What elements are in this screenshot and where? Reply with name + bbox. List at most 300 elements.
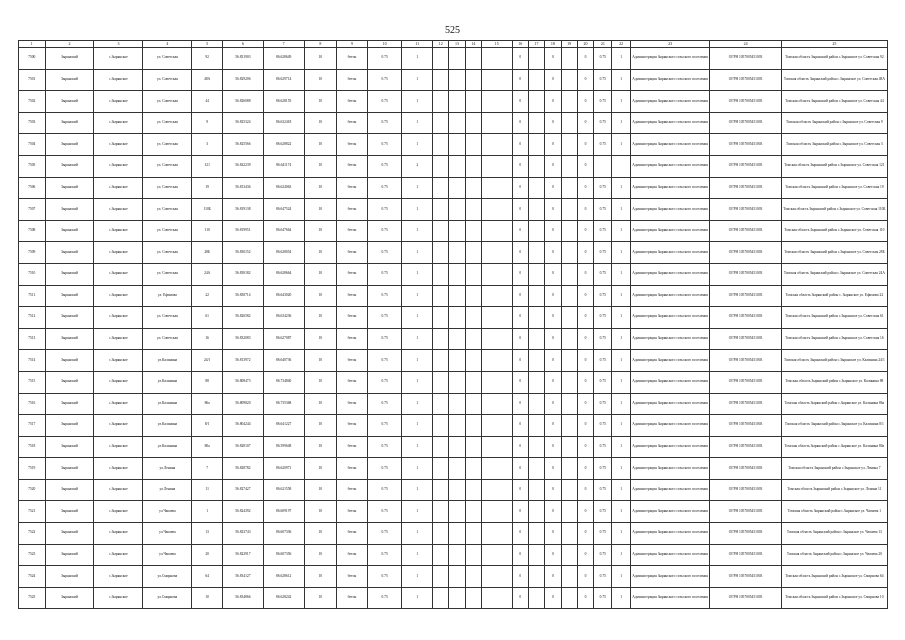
table-cell: 0.75	[594, 587, 612, 609]
table-cell: 10	[304, 479, 337, 501]
table-cell: Администрация Зырянского сельского поселения	[630, 69, 710, 91]
table-row	[19, 112, 888, 134]
table-cell: 0.75	[594, 415, 612, 437]
table-cell: 1	[612, 587, 630, 609]
table-cell: 0	[577, 479, 593, 501]
table-cell: 0.75	[594, 501, 612, 523]
table-cell	[433, 566, 449, 588]
table-cell: 0	[512, 134, 528, 156]
table-cell: бетон	[337, 91, 368, 113]
table-cell: 10	[304, 155, 337, 177]
table-cell	[433, 177, 449, 199]
table-cell: 0.75	[594, 177, 612, 199]
table-cell: 56.809820	[222, 393, 263, 415]
table-cell: 7523	[19, 544, 46, 566]
table-cell	[561, 177, 577, 199]
table-cell: 56.808473	[222, 371, 263, 393]
table-cell: ул.Калинина	[143, 371, 192, 393]
table-cell: 1	[612, 479, 630, 501]
table-cell: ОГРН 1057005451003	[710, 458, 781, 480]
table-cell	[528, 91, 544, 113]
table-cell: ОГРН 1057005451003	[710, 307, 781, 329]
table-cell: бетон	[337, 415, 368, 437]
table-cell: 10	[304, 587, 337, 609]
table-cell: с.Зырянское	[94, 523, 143, 545]
table-row	[19, 415, 888, 437]
table-cell: 86.628054	[263, 242, 304, 264]
table-cell: 0.75	[367, 523, 402, 545]
table-cell: 7519	[19, 458, 46, 480]
table-cell	[528, 328, 544, 350]
table-cell: 0	[512, 544, 528, 566]
table-cell: 7522	[19, 523, 46, 545]
table-cell: бетон	[337, 112, 368, 134]
table-cell: 86.628612	[263, 566, 304, 588]
table-cell: 1	[612, 544, 630, 566]
table-cell: 86.735368	[263, 393, 304, 415]
table-cell	[433, 112, 449, 134]
table-cell: 1	[612, 285, 630, 307]
table-cell: 56.804244	[222, 415, 263, 437]
table-cell: 92	[192, 48, 223, 70]
table-cell: 7508	[19, 220, 46, 242]
table-cell: 1	[402, 328, 433, 350]
table-cell: 8/1	[192, 415, 223, 437]
table-row	[19, 393, 888, 415]
table-cell: 86.621558	[263, 479, 304, 501]
table-cell: с.Зырянское	[94, 69, 143, 91]
table-cell	[528, 350, 544, 372]
table-cell: 0	[545, 328, 561, 350]
table-cell: 24А	[192, 263, 223, 285]
table-cell	[449, 436, 465, 458]
table-cell: 1	[402, 544, 433, 566]
table-cell	[465, 91, 481, 113]
table-cell: 56.832083	[222, 328, 263, 350]
table-cell: 0	[577, 155, 593, 177]
table-cell: бетон	[337, 69, 368, 91]
table-cell: ул.Смирнова	[143, 566, 192, 588]
table-cell	[465, 587, 481, 609]
table-cell: бетон	[337, 328, 368, 350]
table-cell: 0.75	[594, 479, 612, 501]
table-cell: Томская область Зырянский район с.Зырянское ул. Смирнова 64	[781, 566, 887, 588]
table-cell: с.Зырянское	[94, 458, 143, 480]
table-cell: 0.75	[367, 458, 402, 480]
table-cell: 56.824392	[222, 501, 263, 523]
table-cell: 56.819138	[222, 199, 263, 221]
table-cell	[481, 69, 512, 91]
table-cell: бетон	[337, 48, 368, 70]
table-cell: 1	[402, 285, 433, 307]
table-cell: 0	[577, 263, 593, 285]
table-cell	[561, 479, 577, 501]
table-cell: 0	[545, 436, 561, 458]
table-cell: 1	[192, 501, 223, 523]
table-cell: Томская область Зырянский район с.Зырянское ул. Чапаева 20	[781, 544, 887, 566]
page-number: 525	[445, 25, 460, 36]
table-row	[19, 371, 888, 393]
table-cell	[561, 328, 577, 350]
table-cell: 7502	[19, 91, 46, 113]
table-cell	[465, 134, 481, 156]
table-row	[19, 48, 888, 70]
table-cell: ул.Калинина	[143, 393, 192, 415]
table-cell	[481, 112, 512, 134]
table-cell: 0	[577, 371, 593, 393]
table-row	[19, 436, 888, 458]
table-cell: 7517	[19, 415, 46, 437]
table-cell: 7503	[19, 112, 46, 134]
table-cell: бетон	[337, 155, 368, 177]
table-cell: бетон	[337, 177, 368, 199]
table-cell: 0.75	[367, 371, 402, 393]
table-cell: с.Зырянское	[94, 307, 143, 329]
table-cell: 0	[512, 48, 528, 70]
table-cell: бетон	[337, 393, 368, 415]
table-cell: ул. Советская	[143, 155, 192, 177]
table-cell: 0	[577, 242, 593, 264]
table-cell: 0.75	[367, 155, 402, 177]
table-cell: 10	[304, 112, 337, 134]
table-cell: Администрация Зырянского сельского поселения	[630, 458, 710, 480]
table-cell: Томская область Зырянский район с.Зырянское ул. Чапаева 13	[781, 523, 887, 545]
table-cell: Зырянский	[45, 479, 94, 501]
table-cell: 22	[192, 285, 223, 307]
column-number: 21	[594, 41, 612, 48]
table-cell	[433, 436, 449, 458]
table-cell: 0	[512, 177, 528, 199]
table-row	[19, 263, 888, 285]
table-cell: Зырянский	[45, 501, 94, 523]
table-cell: 0	[512, 199, 528, 221]
table-cell: 7509	[19, 242, 46, 264]
table-cell: 86.628822	[263, 134, 304, 156]
table-cell: ОГРН 1057005451003	[710, 199, 781, 221]
table-cell	[528, 177, 544, 199]
table-cell: 1	[612, 458, 630, 480]
table-cell	[481, 307, 512, 329]
table-cell	[528, 566, 544, 588]
table-cell: Администрация Зырянского сельского поселения	[630, 328, 710, 350]
table-cell: ОГРН 1057005451003	[710, 112, 781, 134]
table-cell	[465, 199, 481, 221]
table-cell: 1	[402, 48, 433, 70]
table-cell: 0.75	[367, 134, 402, 156]
table-row	[19, 242, 888, 264]
table-cell: 10	[304, 523, 337, 545]
table-cell: 0	[545, 112, 561, 134]
table-cell: 0.75	[594, 328, 612, 350]
table-cell: 0	[512, 587, 528, 609]
table-cell: с.Зырянское	[94, 587, 143, 609]
table-cell: 0.75	[594, 566, 612, 588]
table-cell	[433, 307, 449, 329]
table-cell: 1	[402, 371, 433, 393]
table-cell: 10	[304, 48, 337, 70]
table-cell: 1	[612, 48, 630, 70]
table-cell: бетон	[337, 220, 368, 242]
table-cell: бетон	[337, 307, 368, 329]
table-cell: 1	[612, 350, 630, 372]
table-cell: 0.75	[594, 523, 612, 545]
table-cell: бетон	[337, 199, 368, 221]
table-cell: 0.75	[594, 69, 612, 91]
table-cell: 1	[402, 263, 433, 285]
table-cell: 0.75	[367, 479, 402, 501]
table-cell	[528, 458, 544, 480]
table-cell: 0.75	[367, 328, 402, 350]
table-cell: 10	[304, 458, 337, 480]
table-cell: Зырянский	[45, 48, 94, 70]
table-cell: 0	[545, 523, 561, 545]
table-row	[19, 523, 888, 545]
table-cell: ОГРН 1057005451003	[710, 69, 781, 91]
table-cell: 0	[577, 566, 593, 588]
table-cell: Томская область Зырянский район с.Зырянское ул. Советская 9	[781, 112, 887, 134]
table-cell: ОГРН 1057005451003	[710, 501, 781, 523]
table-cell: 1	[402, 501, 433, 523]
table-cell: 7516	[19, 393, 46, 415]
table-row	[19, 566, 888, 588]
table-cell: Томская область Зырянский район с.Зырянское ул. Советская 28Б	[781, 242, 887, 264]
table-cell: бетон	[337, 501, 368, 523]
table-cell: 7524	[19, 566, 46, 588]
table-cell: 0	[545, 91, 561, 113]
table-cell: 0	[577, 328, 593, 350]
table-cell: 0.75	[367, 436, 402, 458]
table-cell: 86.647524	[263, 199, 304, 221]
table-cell: бетон	[337, 285, 368, 307]
table-cell: ул. Советская	[143, 48, 192, 70]
table-cell	[449, 415, 465, 437]
table-cell: 10	[304, 371, 337, 393]
table-cell	[561, 501, 577, 523]
table-cell: 0	[512, 436, 528, 458]
table-cell: 1	[612, 199, 630, 221]
table-cell: Администрация Зырянского сельского поселения	[630, 155, 710, 177]
table-cell	[561, 242, 577, 264]
table-cell: 0	[577, 393, 593, 415]
table-cell: Зырянский	[45, 458, 94, 480]
table-cell: 0	[512, 307, 528, 329]
table-cell: 0.75	[594, 112, 612, 134]
table-cell: ОГРН 1057005451003	[710, 285, 781, 307]
table-cell: 1	[402, 220, 433, 242]
table-cell	[481, 285, 512, 307]
table-cell: ОГРН 1057005451003	[710, 350, 781, 372]
table-cell	[481, 479, 512, 501]
column-number: 18	[545, 41, 561, 48]
table-cell: ул. Советская	[143, 328, 192, 350]
table-cell: 0.75	[594, 350, 612, 372]
table-cell: ул. Ефимова	[143, 285, 192, 307]
table-cell: Зырянский	[45, 587, 94, 609]
table-cell: Томская область Зырянский район с.Зырянское ул. Советская 44	[781, 91, 887, 113]
table-cell: 10	[304, 393, 337, 415]
table-cell	[433, 155, 449, 177]
table-cell	[481, 458, 512, 480]
table-cell: Зырянский	[45, 134, 94, 156]
table-cell: бетон	[337, 544, 368, 566]
table-cell: 7504	[19, 134, 46, 156]
table-cell: Томская область Зырянский район с.Зырянское ул. Калинина 88	[781, 371, 887, 393]
table-cell	[465, 328, 481, 350]
table-cell	[433, 48, 449, 70]
table-cell: Томская область Зырянский район с.Зырянское ул. Советская 24А	[781, 263, 887, 285]
table-cell: ОГРН 1057005451003	[710, 91, 781, 113]
table-cell	[433, 199, 449, 221]
table-cell: 0	[545, 285, 561, 307]
table-cell: 0.75	[367, 263, 402, 285]
table-cell: Зырянский	[45, 415, 94, 437]
table-cell: 0	[545, 501, 561, 523]
table-cell	[528, 69, 544, 91]
table-cell: 56.834866	[222, 587, 263, 609]
table-cell	[449, 458, 465, 480]
table-cell: ОГРН 1057005451003	[710, 587, 781, 609]
column-number: 3	[94, 41, 143, 48]
table-cell: Томская область Зырянский район с.Зырянское ул. Советская 16	[781, 328, 887, 350]
table-cell: бетон	[337, 523, 368, 545]
table-row	[19, 134, 888, 156]
table-cell: 1	[402, 199, 433, 221]
table-cell	[433, 263, 449, 285]
table-cell: 0.75	[367, 285, 402, 307]
table-cell: ул. Советская	[143, 177, 192, 199]
table-cell: ул.Чапаева	[143, 501, 192, 523]
table-cell: 110	[192, 220, 223, 242]
table-cell: бетон	[337, 566, 368, 588]
table-cell: 0	[577, 112, 593, 134]
column-number: 25	[781, 41, 887, 48]
table-cell	[481, 350, 512, 372]
table-cell: 0	[577, 91, 593, 113]
table-cell: 1	[612, 263, 630, 285]
table-cell	[449, 199, 465, 221]
table-cell: 56.819951	[222, 220, 263, 242]
table-cell	[561, 393, 577, 415]
table-cell: ул.Чапаева	[143, 523, 192, 545]
table-cell: 86.634236	[263, 307, 304, 329]
table-cell: 0	[512, 155, 528, 177]
table-cell: Зырянский	[45, 69, 94, 91]
table-cell	[449, 69, 465, 91]
table-cell: Администрация Зырянского сельского поселения	[630, 436, 710, 458]
table-cell	[561, 134, 577, 156]
table-cell: ОГРН 1057005451003	[710, 544, 781, 566]
table-cell	[465, 263, 481, 285]
table-cell: 0	[577, 220, 593, 242]
table-cell	[465, 285, 481, 307]
table-cell: 0	[512, 285, 528, 307]
table-cell: 56.828107	[222, 436, 263, 458]
table-cell: 1	[612, 220, 630, 242]
table-cell: 0	[545, 242, 561, 264]
table-cell	[433, 350, 449, 372]
table-cell: 86.734840	[263, 371, 304, 393]
table-cell	[561, 199, 577, 221]
table-cell: Администрация Зырянского сельского поселения	[630, 479, 710, 501]
table-cell: 64	[192, 566, 223, 588]
table-cell	[528, 501, 544, 523]
table-cell	[433, 371, 449, 393]
table-cell: Администрация Зырянского сельского поселения	[630, 523, 710, 545]
table-cell: 10	[304, 242, 337, 264]
table-cell: бетон	[337, 371, 368, 393]
table-cell: 0	[545, 587, 561, 609]
table-cell: 0	[545, 415, 561, 437]
table-cell: 44	[192, 91, 223, 113]
table-cell: 10	[304, 566, 337, 588]
table-cell	[433, 220, 449, 242]
column-number: 20	[577, 41, 593, 48]
table-cell	[561, 91, 577, 113]
table-cell	[481, 587, 512, 609]
table-cell	[528, 436, 544, 458]
table-cell	[449, 544, 465, 566]
table-cell	[561, 350, 577, 372]
table-cell: ул.Калинина	[143, 436, 192, 458]
table-cell	[481, 415, 512, 437]
table-row	[19, 220, 888, 242]
table-cell: 56.827427	[222, 479, 263, 501]
table-cell: с.Зырянское	[94, 501, 143, 523]
table-cell	[465, 69, 481, 91]
table-cell: 0	[512, 523, 528, 545]
table-cell: Зырянский	[45, 371, 94, 393]
table-cell: Томская область Зырянский район с.Зырянское ул. Советская 121	[781, 155, 887, 177]
table-cell	[561, 48, 577, 70]
table-cell: 3	[192, 134, 223, 156]
table-row	[19, 587, 888, 609]
table-cell: 7511	[19, 285, 46, 307]
table-cell: с.Зырянское	[94, 263, 143, 285]
table-cell: 10	[304, 134, 337, 156]
table-cell	[561, 307, 577, 329]
table-cell	[481, 566, 512, 588]
table-cell	[449, 371, 465, 393]
table-cell: 7	[192, 458, 223, 480]
table-cell	[433, 523, 449, 545]
table-cell: 10	[304, 544, 337, 566]
column-number: 19	[561, 41, 577, 48]
table-cell: ул. Советская	[143, 263, 192, 285]
table-cell: бетон	[337, 350, 368, 372]
table-cell	[561, 544, 577, 566]
table-cell: 0.75	[367, 112, 402, 134]
column-number: 8	[304, 41, 337, 48]
table-cell: с.Зырянское	[94, 371, 143, 393]
table-cell: 0	[545, 69, 561, 91]
table-cell	[465, 242, 481, 264]
table-cell: ул. Советская	[143, 220, 192, 242]
table-cell	[433, 458, 449, 480]
table-cell: 0	[577, 587, 593, 609]
table-cell: ул.Смирнова	[143, 587, 192, 609]
table-cell: бетон	[337, 263, 368, 285]
table-cell: Зырянский	[45, 242, 94, 264]
table-cell: 7514	[19, 350, 46, 372]
table-cell	[465, 393, 481, 415]
table-cell	[465, 307, 481, 329]
table-cell	[528, 48, 544, 70]
table-cell: 0	[512, 415, 528, 437]
table-cell: 0	[577, 523, 593, 545]
table-cell: 0	[545, 155, 561, 177]
table-cell: 86.624063	[263, 177, 304, 199]
table-cell: 0	[577, 285, 593, 307]
